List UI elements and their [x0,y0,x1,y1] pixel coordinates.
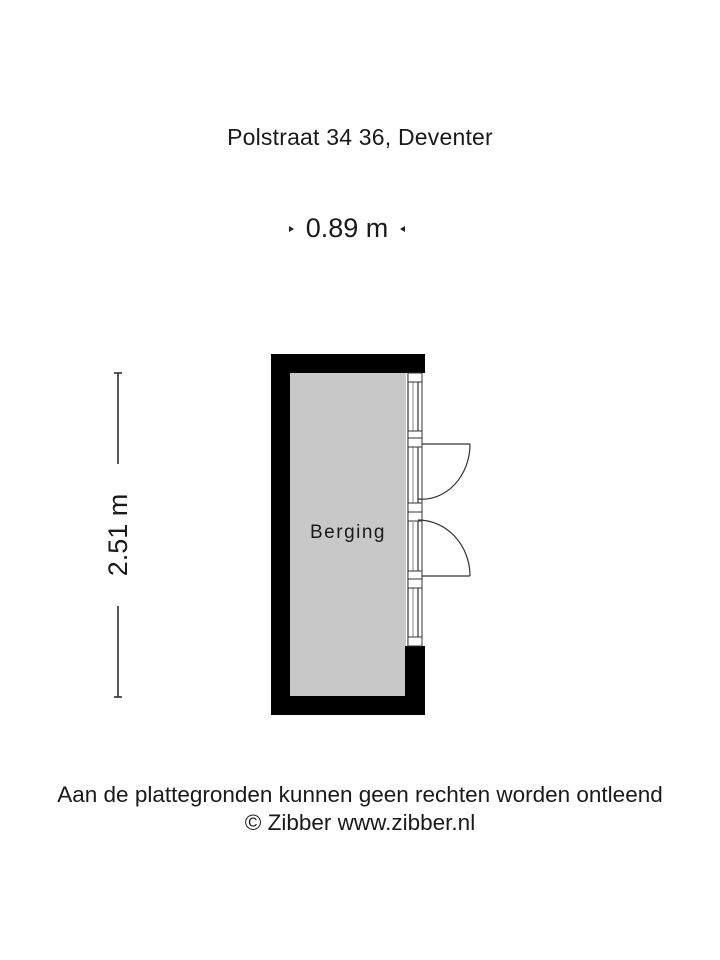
width-dimension-label: 0.89 m [305,213,389,243]
dimension-tick-right [400,226,405,232]
right-frame [408,373,422,646]
door-swing-upper [418,444,470,499]
height-dimension-label: 2.51 m [103,493,133,577]
wall-bottom [271,696,425,715]
height-dimension [94,372,142,698]
credit-text: © Zibber www.zibber.nl [244,810,476,835]
door-swing-lower [418,520,470,576]
plan-title: Polstraat 34 36, Deventer [227,124,493,150]
room-label-berging: Berging [310,522,386,543]
disclaimer-text: Aan de plattegronden kunnen geen rechten worden ontleend [57,782,663,807]
wall-left [271,354,290,715]
width-dimension [280,208,414,248]
wall-top [271,354,425,373]
wall-right-lower [405,646,425,715]
